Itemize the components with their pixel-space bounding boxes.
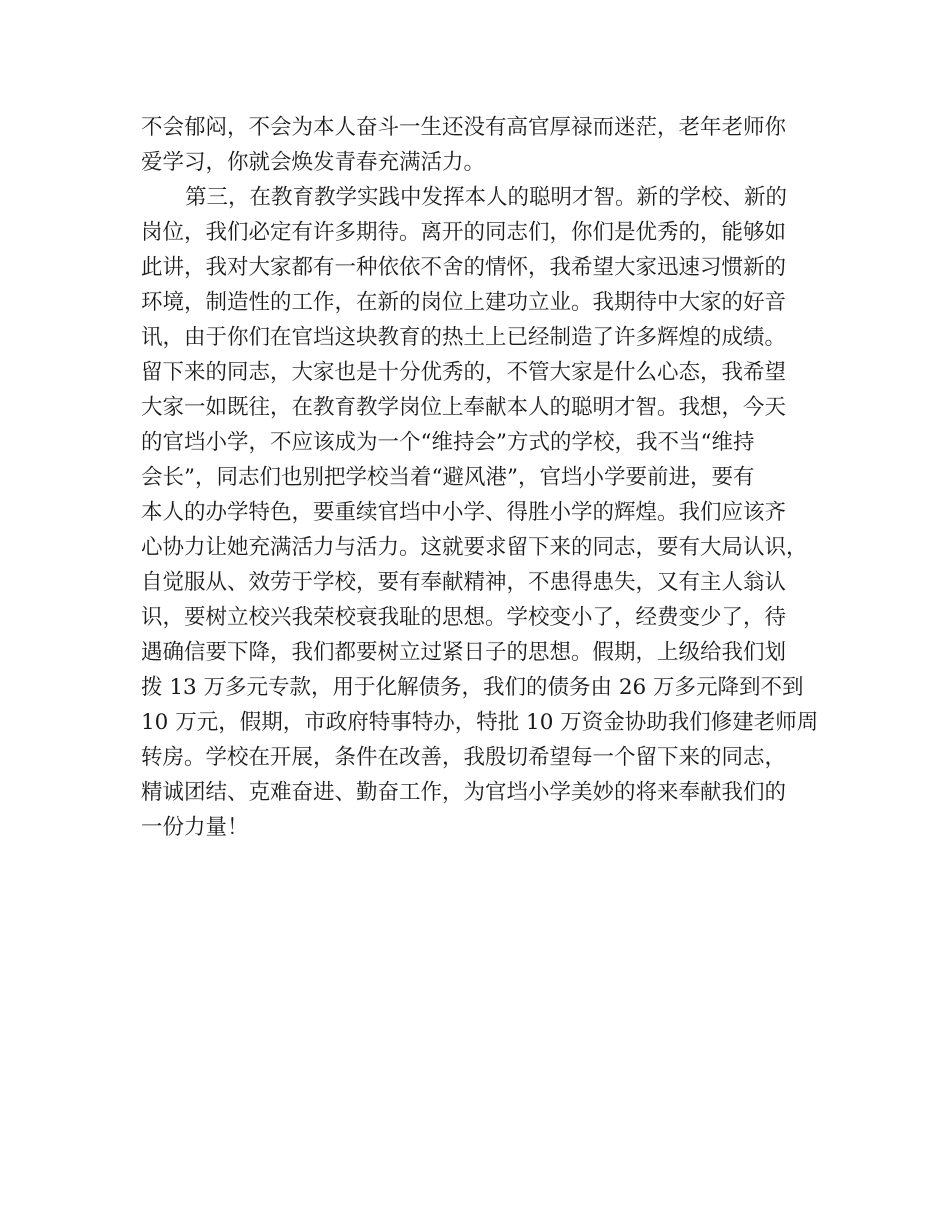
text-line: 识，要树立校兴我荣校衰我耻的思想。学校变小了，经费变少了，待 [141, 605, 787, 630]
text-line: 爱学习，你就会焕发青春充满活力。 [141, 150, 486, 175]
text-line: 留下来的同志，大家也是十分优秀的，不管大家是什么心态，我希望 [141, 360, 787, 385]
paragraph-start-line: 第三，在教育教学实践中发挥本人的聪明才智。新的学校、新的 [185, 185, 788, 210]
text-line: 不会郁闷，不会为本人奋斗一生还没有高官厚禄而迷茫，老年老师你 [141, 115, 787, 140]
text-line: 自觉服从、效劳于学校，要有奉献精神，不患得患失，又有主人翁认 [141, 570, 787, 595]
text-line: 的官垱小学，不应该成为一个“维持会”方式的学校，我不当“维持 [141, 430, 755, 455]
body-text [141, 110, 831, 845]
text-line: 拨 13 万多元专款，用于化解债务，我们的债务由 26 万多元降到不到 [141, 675, 804, 700]
text-line: 会长”，同志们也别把学校当着“避风港”，官垱小学要前进，要有 [141, 465, 755, 490]
text-line: 大家一如既往，在教育教学岗位上奉献本人的聪明才智。我想，今天 [141, 395, 787, 420]
text-line: 此讲，我对大家都有一种依依不舍的情怀，我希望大家迅速习惯新的 [141, 255, 787, 280]
text-line: 一份力量！ [141, 815, 249, 840]
text-line: 环境，制造性的工作，在新的岗位上建功立业。我期待中大家的好音 [141, 290, 787, 315]
text-line: 本人的办学特色，要重续官垱中小学、得胜小学的辉煌。我们应该齐 [141, 500, 787, 525]
text-line: 精诚团结、克难奋进、勤奋工作，为官垱小学美妙的将来奉献我们的 [141, 780, 787, 805]
text-line: 10 万元，假期，市政府特事特办，特批 10 万资金协助我们修建老师周 [141, 710, 819, 735]
text-line: 遇确信要下降，我们都要树立过紧日子的思想。假期，上级给我们划 [141, 640, 787, 665]
text-line: 岗位，我们必定有许多期待。离开的同志们，你们是优秀的，能够如 [141, 220, 787, 245]
text-line: 讯，由于你们在官垱这块教育的热土上已经制造了许多辉煌的成绩。 [141, 325, 787, 350]
text-line: 转房。学校在开展，条件在改善，我殷切希望每一个留下来的同志， [141, 745, 787, 770]
text-line: 心协力让她充满活力与活力。这就要求留下来的同志，要有大局认识， [141, 535, 808, 560]
